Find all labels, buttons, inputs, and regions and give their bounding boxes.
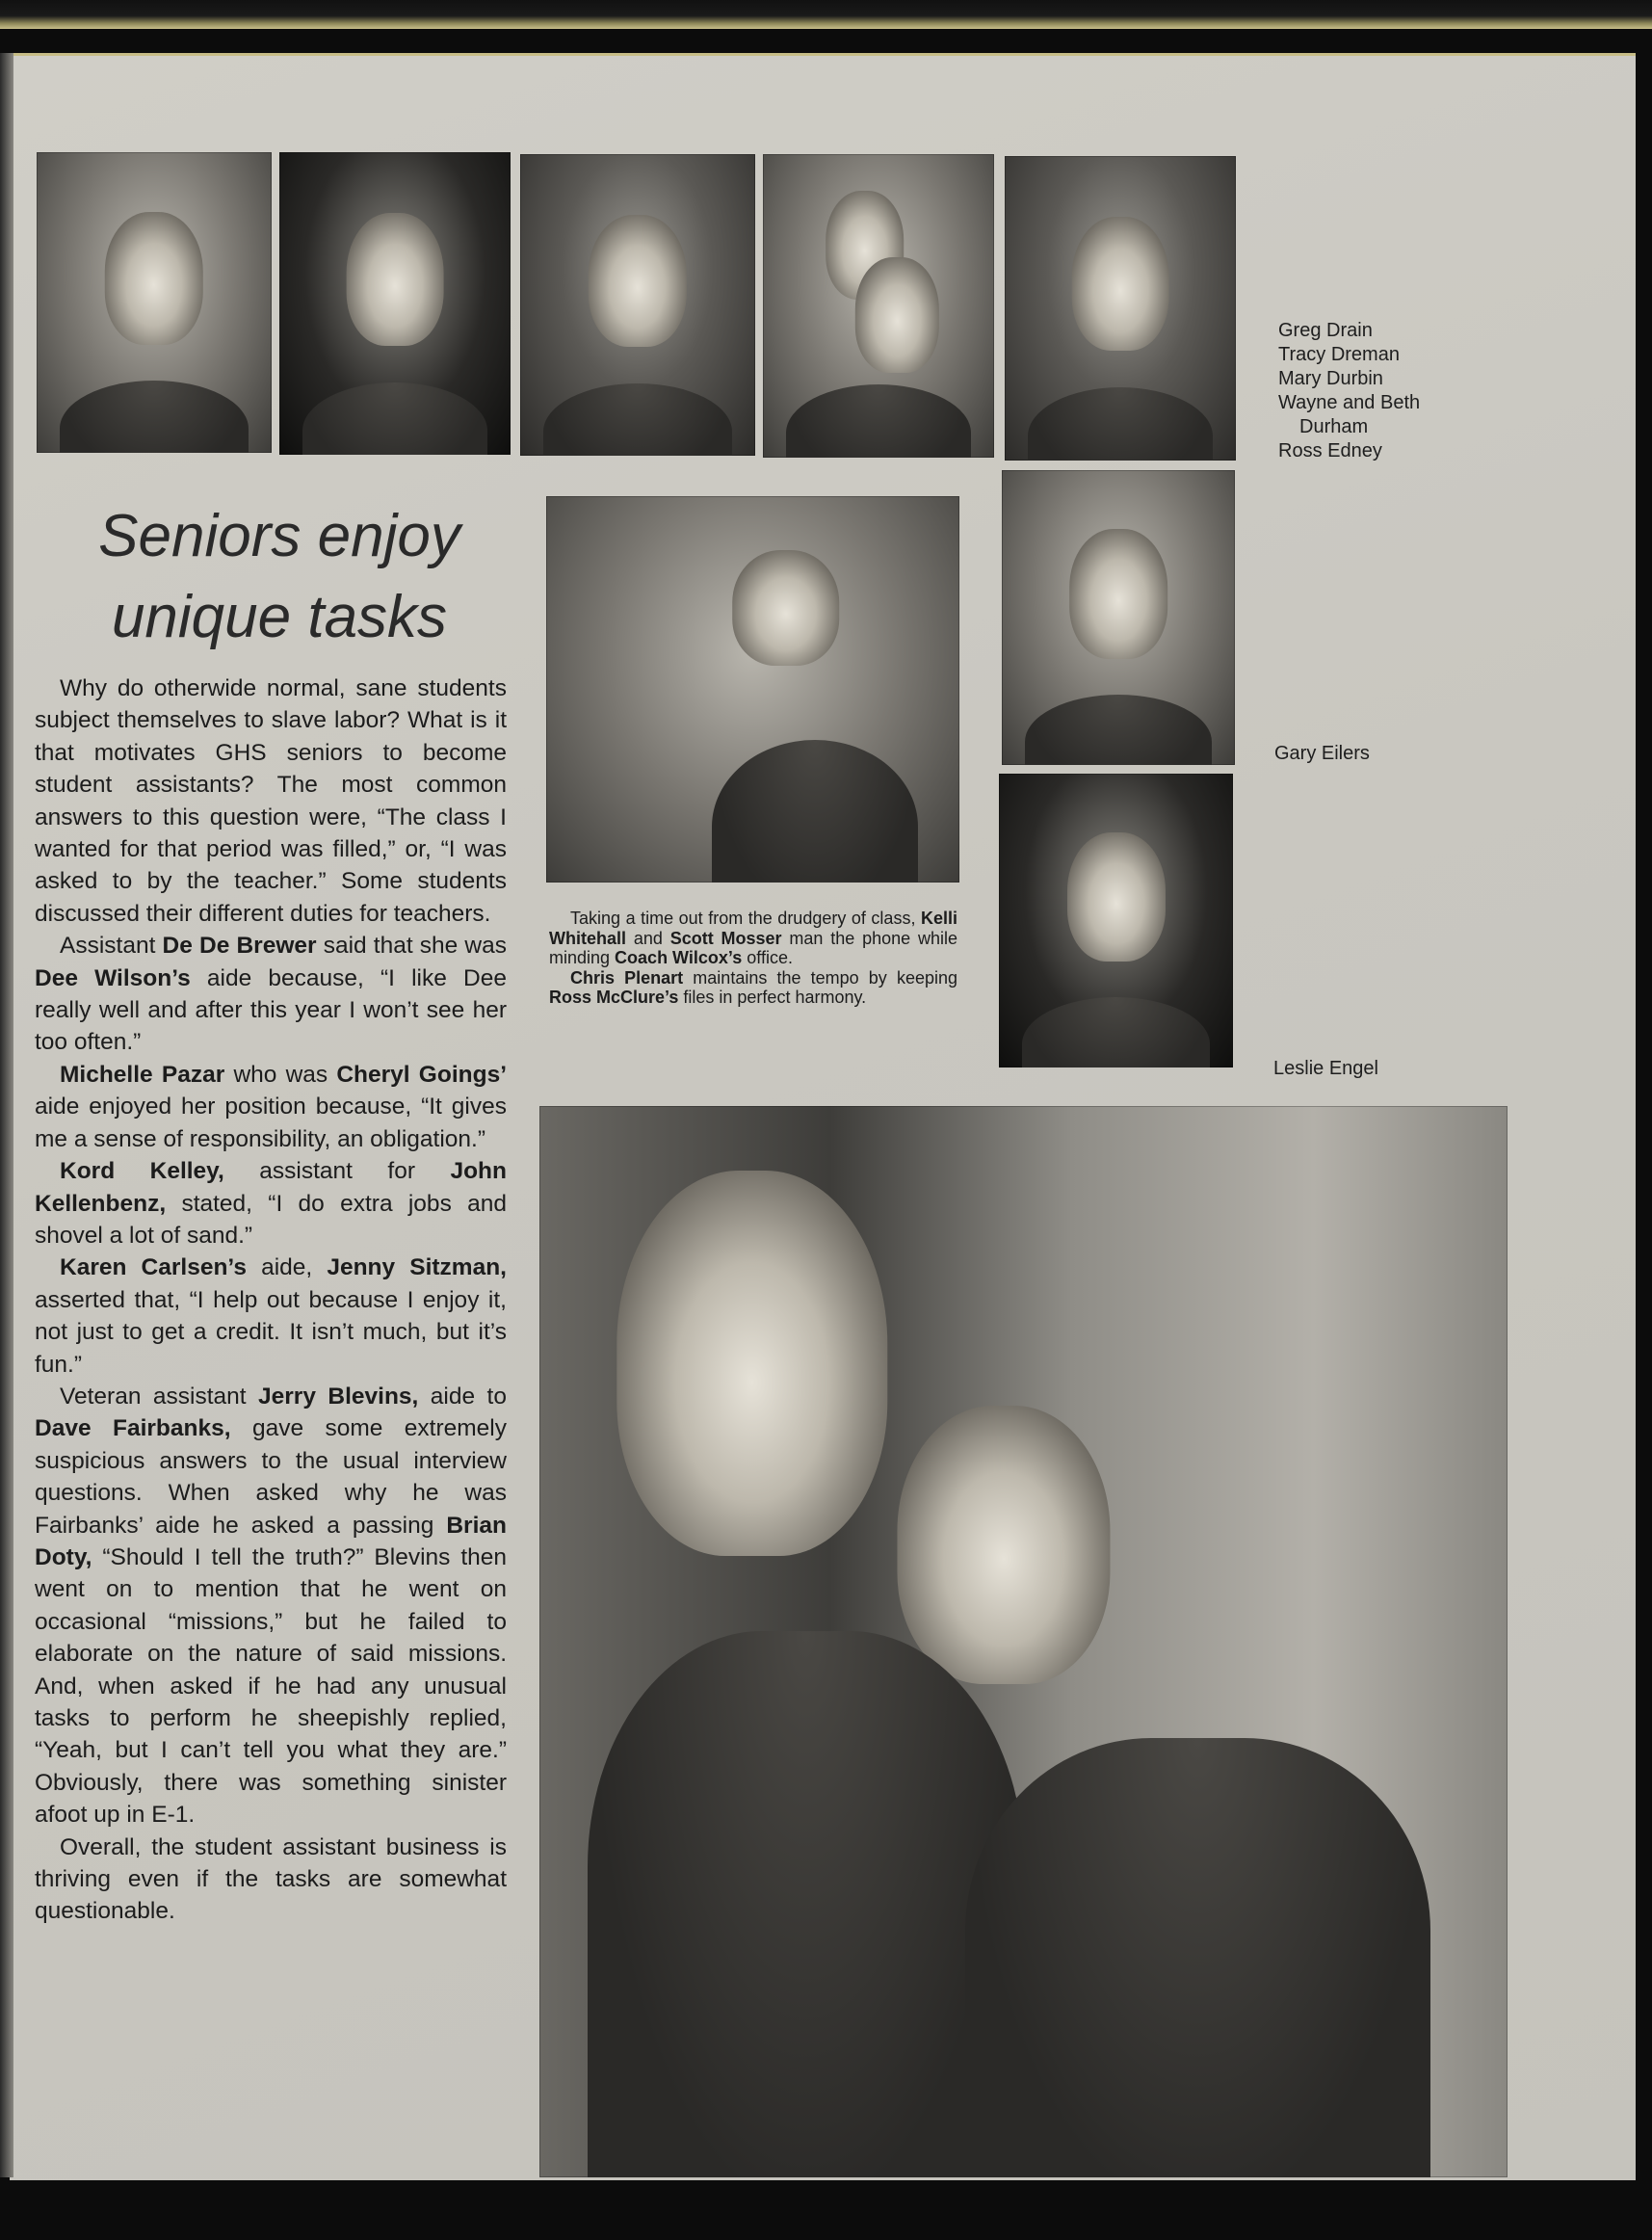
story-paragraph-5: Karen Carlsen’s aide, Jenny Sitzman, asserted that, “I help out because I enjoy it, not just to get a credit. It isn’t much, but it’s fun.” — [35, 1254, 507, 1378]
name-list-top — [1278, 319, 1420, 463]
story-paragraph-1: Why do otherwide normal, sane students subject themselves to slave labor? What is it that motivates GHS seniors to become student assistants? The most common answers to this question were, “The class I wanted for that period was filled,” or, “I was asked to by the teacher.” Some students discussed their different duties for teachers. — [35, 675, 507, 927]
page-binding-edge — [0, 53, 13, 2177]
portrait-tracy-dreman — [279, 152, 511, 455]
story-paragraph-2: Assistant De De Brewer said that she was Dee Wilson’s aide because, “I like Dee really well and after this year I won’t see her too often.” — [35, 933, 507, 1056]
story-paragraph-7: Overall, the student assistant business is thriving even if the tasks are somewhat questionable. — [35, 1833, 507, 1925]
headline-line-2: unique tasks — [111, 584, 448, 650]
name-gary-eilers: Gary Eilers — [1274, 743, 1370, 764]
story-headline — [39, 496, 520, 658]
portrait-mary-durbin — [520, 154, 755, 456]
caption-files-photo: Chris Plenart maintains the tempo by keeping Ross McClure’s files in perfect harmony. — [549, 967, 957, 1007]
headline-line-1: Seniors enjoy — [98, 503, 460, 569]
portrait-ross-edney — [1005, 156, 1236, 461]
name-wayne-and-beth: Wayne and Beth — [1278, 392, 1421, 413]
photo-chris-plenart-files — [546, 496, 959, 883]
name-greg-drain: Greg Drain — [1278, 320, 1373, 341]
name-durham: Durham — [1299, 416, 1369, 437]
story-paragraph-6: Veteran assistant Jerry Blevins, aide to Dave Fairbanks, gave some extremely suspicious answers to the usual interview questions. When asked why he was Fairbanks’ aide he asked a passing Brian Doty, “Should I tell the truth?” Blevins then went on to mention that he went on occasional “missions,” but he failed to elaborate on the nature of said missions. And, when asked if he had any unusual tasks to perform he sheepishly replied, “Yeah, but I can’t tell you what they are.” Obviously, there was something sinister afoot up in E-1. — [35, 1383, 507, 1829]
scan-top-strip — [0, 0, 1652, 29]
portrait-greg-drain — [37, 152, 272, 453]
story-body — [35, 672, 507, 1928]
caption-phone-photo: Taking a time out from the drudgery of class, Kelli Whitehall and Scott Mosser man the phone while minding Coach Wilcox’s office. — [549, 909, 957, 967]
name-mary-durbin: Mary Durbin — [1278, 368, 1383, 389]
photo-kelli-whitehall-scott-mosser-phone — [539, 1106, 1508, 2177]
portrait-wayne-and-beth-durham — [763, 154, 994, 458]
portrait-gary-eilers — [1002, 470, 1235, 765]
story-paragraph-4: Kord Kelley, assistant for John Kellenbenz, stated, “I do extra jobs and shovel a lot of sand.” — [35, 1158, 507, 1249]
name-ross-edney: Ross Edney — [1278, 440, 1382, 461]
name-leslie-engel: Leslie Engel — [1273, 1058, 1378, 1079]
photo-caption — [549, 909, 957, 1008]
name-tracy-dreman: Tracy Dreman — [1278, 344, 1400, 365]
portrait-leslie-engel — [999, 774, 1233, 1067]
story-paragraph-3: Michelle Pazar who was Cheryl Goings’ aide enjoyed her position because, “It gives me a sense of responsibility, an obligation.” — [35, 1061, 507, 1152]
